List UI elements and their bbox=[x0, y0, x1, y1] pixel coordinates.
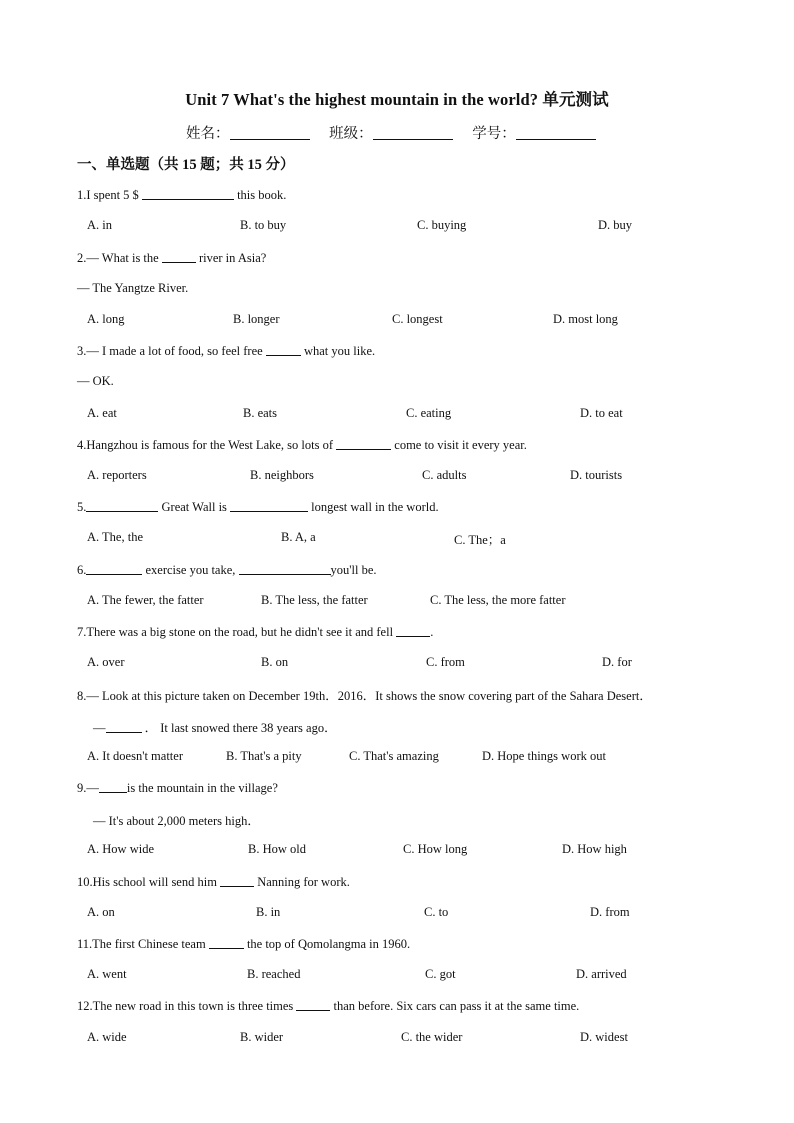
answer-blank[interactable] bbox=[239, 562, 331, 575]
question-text: what you like. bbox=[300, 344, 376, 358]
question-text: — What is the bbox=[86, 251, 162, 265]
question-number: 7. bbox=[77, 625, 87, 639]
question-9-options bbox=[0, 842, 794, 862]
question-number: 8. bbox=[77, 689, 87, 703]
question-10-line-1 bbox=[77, 874, 350, 890]
question-text: I spent 5 $ bbox=[86, 188, 142, 202]
question-9-line-1 bbox=[77, 780, 278, 796]
option-d[interactable]: D. arrived bbox=[576, 967, 627, 981]
question-text: — I made a lot of food, so feel free bbox=[86, 344, 266, 358]
question-text: — Look at this picture taken on December 19th．2016．It shows the snow covering part of the Sahara Desert． bbox=[86, 689, 652, 703]
student-info-row bbox=[186, 122, 612, 143]
option-c[interactable]: C. to bbox=[424, 905, 449, 919]
option-b[interactable]: B. reached bbox=[247, 967, 301, 981]
question-text: ． It last snowed there 38 years ago． bbox=[141, 721, 337, 735]
question-8-line-1 bbox=[77, 686, 652, 704]
option-c[interactable]: C. adults bbox=[422, 468, 467, 482]
question-12-options bbox=[0, 1030, 794, 1050]
option-a[interactable]: A. on bbox=[87, 905, 115, 919]
option-a[interactable]: A. eat bbox=[87, 406, 117, 420]
question-number: 9. bbox=[77, 781, 87, 795]
answer-blank[interactable] bbox=[396, 624, 430, 637]
question-number: 4. bbox=[77, 438, 87, 452]
question-2-line-1 bbox=[77, 250, 266, 266]
option-d[interactable]: D. from bbox=[590, 905, 630, 919]
option-b[interactable]: B. eats bbox=[243, 406, 278, 420]
answer-blank[interactable] bbox=[220, 874, 254, 887]
answer-blank[interactable] bbox=[296, 998, 330, 1011]
option-a[interactable]: A. How wide bbox=[87, 842, 155, 856]
question-text: The first Chinese team bbox=[92, 937, 209, 951]
question-text: than before. Six cars can pass it at the same time. bbox=[330, 999, 580, 1013]
option-b[interactable]: B. neighbors bbox=[250, 468, 314, 482]
option-a[interactable]: A. wide bbox=[87, 1030, 127, 1044]
question-text: the top of Qomolangma in 1960. bbox=[243, 937, 411, 951]
option-b[interactable]: B. wider bbox=[240, 1030, 284, 1044]
question-12-line-1 bbox=[77, 998, 579, 1014]
question-6-options bbox=[0, 593, 794, 613]
question-number: 5. bbox=[77, 500, 87, 514]
question-text: exercise you take, bbox=[142, 563, 239, 577]
question-text: — bbox=[86, 781, 99, 795]
question-4-options bbox=[0, 468, 794, 488]
option-c[interactable]: C. got bbox=[425, 967, 456, 981]
option-b[interactable]: B. That's a pity bbox=[226, 749, 302, 763]
class-label: 班级： bbox=[329, 126, 373, 142]
question-11-line-1 bbox=[77, 936, 410, 952]
option-c[interactable]: C. That's amazing bbox=[349, 749, 439, 763]
question-8-line-2 bbox=[93, 718, 337, 736]
question-10-options bbox=[0, 905, 794, 925]
question-number: 10. bbox=[77, 875, 93, 889]
question-number: 11. bbox=[77, 937, 93, 951]
question-text: — OK. bbox=[77, 374, 114, 388]
question-3-line-2 bbox=[77, 374, 114, 389]
question-text: His school will send him bbox=[92, 875, 221, 889]
answer-blank[interactable] bbox=[266, 343, 301, 356]
option-d[interactable]: D. Hope things work out bbox=[482, 749, 606, 763]
section-title: 一、单选题（共 15 题；共 15 分） bbox=[77, 157, 295, 173]
option-a[interactable]: A. The fewer, the fatter bbox=[87, 593, 204, 607]
question-1-options bbox=[0, 218, 794, 238]
question-text: you'll be. bbox=[330, 563, 377, 577]
question-8-options bbox=[0, 749, 794, 769]
answer-blank[interactable] bbox=[336, 437, 391, 450]
class-blank[interactable] bbox=[373, 125, 453, 140]
question-text: river in Asia? bbox=[195, 251, 267, 265]
question-text: this book. bbox=[233, 188, 287, 202]
question-text: Nanning for work. bbox=[254, 875, 350, 889]
question-1-line-1 bbox=[77, 187, 286, 203]
option-a[interactable]: A. went bbox=[87, 967, 127, 981]
question-text: come to visit it every year. bbox=[391, 438, 527, 452]
option-d[interactable]: D. most long bbox=[553, 312, 618, 326]
name-blank[interactable] bbox=[230, 125, 310, 140]
question-text: longest wall in the world. bbox=[308, 500, 439, 514]
question-number: 12. bbox=[77, 999, 93, 1013]
question-number: 2. bbox=[77, 251, 87, 265]
student-id-label: 学号： bbox=[472, 126, 516, 142]
option-b[interactable]: B. on bbox=[261, 655, 289, 669]
answer-blank[interactable] bbox=[86, 499, 158, 512]
question-5-line-1 bbox=[77, 499, 439, 515]
option-c[interactable]: C. longest bbox=[392, 312, 443, 326]
option-d[interactable]: D. How high bbox=[562, 842, 627, 856]
option-a[interactable]: A. in bbox=[87, 218, 112, 232]
option-a[interactable]: A. reporters bbox=[87, 468, 147, 482]
question-11-options bbox=[0, 967, 794, 987]
option-d[interactable]: D. widest bbox=[580, 1030, 628, 1044]
question-3-options bbox=[0, 406, 794, 426]
question-text: . bbox=[430, 625, 434, 639]
question-text: There was a big stone on the road, but he didn't see it and fell bbox=[86, 625, 397, 639]
question-text: is the mountain in the village? bbox=[126, 781, 278, 795]
question-number: 6. bbox=[77, 563, 87, 577]
question-9-line-2 bbox=[93, 811, 260, 829]
student-id-blank[interactable] bbox=[516, 125, 596, 140]
question-4-line-1 bbox=[77, 437, 527, 453]
option-c[interactable]: C. The less, the more fatter bbox=[430, 593, 566, 607]
answer-blank[interactable] bbox=[99, 780, 127, 793]
answer-blank[interactable] bbox=[86, 562, 142, 575]
option-c[interactable]: C. The；a bbox=[454, 533, 506, 547]
question-7-options bbox=[0, 655, 794, 675]
name-label: 姓名： bbox=[186, 126, 230, 142]
option-a[interactable]: A. It doesn't matter bbox=[87, 749, 183, 763]
option-a[interactable]: A. The, the bbox=[87, 530, 144, 544]
answer-blank[interactable] bbox=[162, 250, 196, 263]
page-title: Unit 7 What's the highest mountain in the world? 单元测试 bbox=[185, 90, 609, 109]
question-2-line-2 bbox=[77, 281, 188, 296]
question-text: The new road in this town is three times bbox=[92, 999, 297, 1013]
question-5-options bbox=[0, 530, 794, 550]
option-c[interactable]: C. buying bbox=[417, 218, 467, 232]
option-b[interactable]: B. in bbox=[256, 905, 281, 919]
option-c[interactable]: C. the wider bbox=[401, 1030, 463, 1044]
option-b[interactable]: B. to buy bbox=[240, 218, 287, 232]
question-number: 1. bbox=[77, 188, 87, 202]
option-d[interactable]: D. buy bbox=[598, 218, 633, 232]
answer-blank[interactable] bbox=[209, 936, 244, 949]
question-text: Hangzhou is famous for the West Lake, so lots of bbox=[86, 438, 337, 452]
question-text: — The Yangtze River. bbox=[77, 281, 189, 295]
option-a[interactable]: A. over bbox=[87, 655, 125, 669]
option-d[interactable]: D. for bbox=[602, 655, 632, 669]
option-c[interactable]: C. How long bbox=[403, 842, 468, 856]
question-text: — bbox=[93, 721, 106, 735]
option-b[interactable]: B. A, a bbox=[281, 530, 316, 544]
question-2-options bbox=[0, 312, 794, 332]
option-b[interactable]: B. longer bbox=[233, 312, 280, 326]
question-text: — It's about 2,000 meters high． bbox=[93, 814, 260, 828]
question-text: Great Wall is bbox=[158, 500, 231, 514]
option-c[interactable]: C. eating bbox=[406, 406, 452, 420]
option-b[interactable]: B. How old bbox=[248, 842, 306, 856]
option-d[interactable]: D. to eat bbox=[580, 406, 623, 420]
question-3-line-1 bbox=[77, 343, 375, 359]
question-7-line-1 bbox=[77, 624, 433, 640]
option-c[interactable]: C. from bbox=[426, 655, 465, 669]
option-a[interactable]: A. long bbox=[87, 312, 125, 326]
option-b[interactable]: B. The less, the fatter bbox=[261, 593, 368, 607]
option-d[interactable]: D. tourists bbox=[570, 468, 623, 482]
answer-blank[interactable] bbox=[230, 499, 308, 512]
answer-blank[interactable] bbox=[142, 187, 234, 200]
answer-blank[interactable] bbox=[106, 720, 142, 733]
question-number: 3. bbox=[77, 344, 87, 358]
question-6-line-1 bbox=[77, 562, 377, 578]
